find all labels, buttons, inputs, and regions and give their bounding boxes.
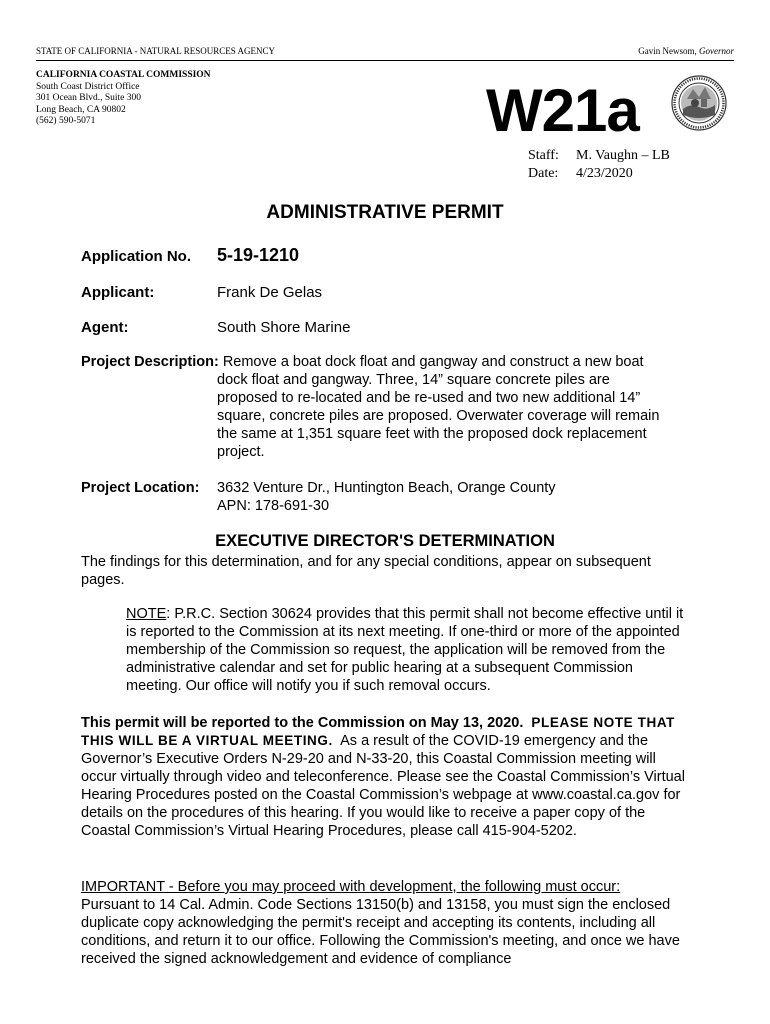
date-label: Date: (528, 166, 559, 181)
location-apn: APN: 178-691-30 (217, 498, 330, 514)
description-line: dock float and gangway. Three, 14” square concrete piles are (217, 372, 610, 388)
description-text-first: Remove a boat dock float and gangway and construct a new boat (222, 354, 644, 370)
staff-block (528, 147, 670, 183)
note-label: NOTE (126, 606, 167, 622)
commission-name: CALIFORNIA COASTAL COMMISSION (36, 70, 211, 80)
application-label: Application No. (81, 248, 191, 265)
location-address: 3632 Venture Dr., Huntington Beach, Orange County (217, 480, 556, 496)
project-location (81, 479, 556, 514)
description-line: square, concrete piles are proposed. Overwater coverage will remain (217, 408, 660, 424)
governor-title: Governor (699, 46, 734, 56)
agency-name: STATE OF CALIFORNIA - NATURAL RESOURCES AGENCY (36, 46, 275, 56)
commission-address (36, 70, 211, 128)
state-seal-icon (671, 75, 727, 131)
office-street: 301 Ocean Blvd., Suite 300 (36, 93, 142, 103)
description-line: proposed to re-located and be re-used and two new additional 14” (217, 390, 641, 406)
report-paragraph (81, 714, 693, 840)
governor (638, 46, 734, 56)
applicant-label: Applicant: (81, 284, 155, 301)
office-name: South Coast District Office (36, 81, 140, 92)
applicant-value: Frank De Gelas (217, 284, 323, 301)
note-text: : P.R.C. Section 30624 provides that this permit shall not become effective until it is reported to the Commission at its next meeting. If one-third or more of the appointed membership of the Commission so request, the application will be removed from the administrative calendar and set for public hearing at a subsequent Commission meeting. Our office will notify you if such removal occurs. (126, 606, 684, 694)
project-description (81, 353, 681, 461)
description-label: Project Description: (81, 354, 219, 370)
description-line: project. (217, 444, 265, 460)
determination-heading: EXECUTIVE DIRECTOR'S DETERMINATION (215, 532, 555, 550)
important-paragraph (81, 878, 693, 968)
determination-intro: The findings for this determination, and for any special conditions, appear on subsequent pages. (81, 554, 651, 588)
agent-value: South Shore Marine (217, 319, 351, 336)
staff-value: M. Vaughn – LB (576, 148, 670, 163)
staff-label: Staff: (528, 148, 559, 163)
note-paragraph (126, 605, 686, 695)
important-label: IMPORTANT - Before you may proceed with development, the following must occur: (81, 879, 621, 895)
governor-name: Gavin Newsom, (638, 46, 697, 56)
header-line (36, 46, 734, 56)
date-value: 4/23/2020 (576, 166, 633, 181)
description-first-line (81, 353, 681, 371)
virtual-meeting-notice: PLEASE NOTE THAT THIS WILL BE A VIRTUAL MEETING. (81, 715, 676, 748)
office-city: Long Beach, CA 90802 (36, 104, 126, 115)
location-value (217, 479, 556, 515)
header-rule (36, 60, 734, 61)
document-title: ADMINISTRATIVE PERMIT (266, 202, 504, 223)
location-label: Project Location: (81, 480, 200, 496)
description-line: the same at 1,351 square feet with the proposed dock replacement (217, 426, 647, 442)
report-text: As a result of the COVID-19 emergency and the Governor’s Executive Orders N-29-20 and N-33-20, this Coastal Commission meeting will occur virtually through video and teleconference. Please see the Coastal Commission’s Virtual Hearing Procedures posted on the Coastal Commission’s webpage at www.coastal.ca.gov for details on the procedures of this hearing. If you would like to receive a paper copy of the Coastal Commission’s Virtual Hearing Procedures, please call 415-904-5202. (81, 733, 685, 839)
important-text: Pursuant to 14 Cal. Admin. Code Sections 13150(b) and 13158, you must sign the enclosed duplicate copy acknowledging the permit's receipt and accepting its contents, including all conditions, and return it to our office. Following the Commission's meeting, and once we have received the signed acknowledgement and evidence of compliance (81, 897, 680, 967)
application-value: 5-19-1210 (217, 245, 300, 265)
office-phone: (562) 590-5071 (36, 116, 96, 126)
report-date-text: This permit will be reported to the Commission on May 13, 2020. (81, 715, 524, 731)
agent-label: Agent: (81, 319, 129, 336)
agenda-item-number: W21a (486, 77, 639, 144)
